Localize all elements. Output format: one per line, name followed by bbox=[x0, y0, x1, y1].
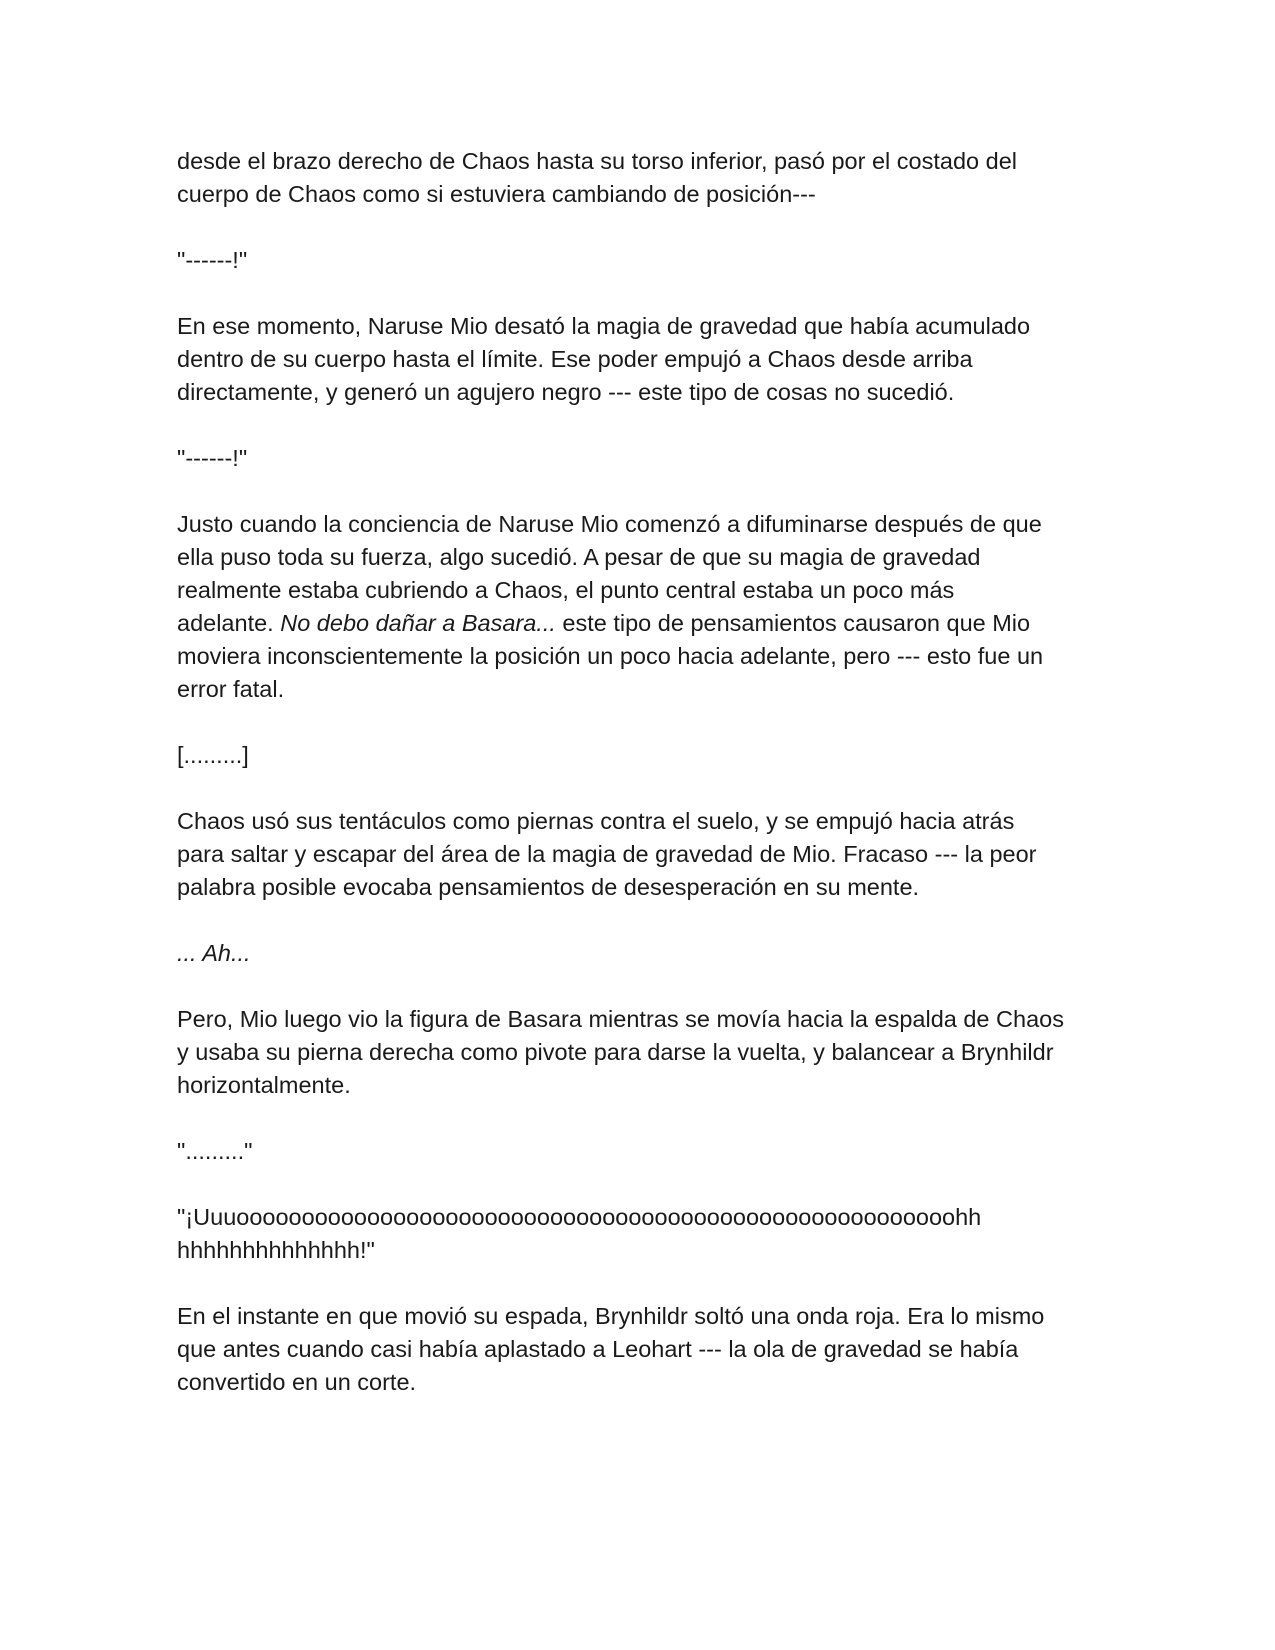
text-line: para saltar y escapar del área de la magia de gravedad de Mio. Fracaso --- la peor bbox=[177, 841, 1037, 867]
document-body bbox=[177, 145, 1107, 1432]
text-line: hhhhhhhhhhhhhh!" bbox=[177, 1237, 375, 1263]
paragraph-11 bbox=[177, 1201, 1107, 1267]
text-line: y usaba su pierna derecha como pivote para darse la vuelta, y balancear a Brynhildr bbox=[177, 1039, 1054, 1065]
text-line: Pero, Mio luego vio la figura de Basara mientras se movía hacia la espalda de Chaos bbox=[177, 1006, 1064, 1032]
paragraph-8 bbox=[177, 937, 1107, 970]
paragraph-7 bbox=[177, 805, 1107, 904]
text-segment: adelante. bbox=[177, 610, 281, 636]
paragraph-3 bbox=[177, 310, 1107, 409]
text-line: En ese momento, Naruse Mio desató la magia de gravedad que había acumulado bbox=[177, 313, 1031, 339]
text-line: horizontalmente. bbox=[177, 1072, 351, 1098]
paragraph-1 bbox=[177, 145, 1107, 211]
text-segment: este tipo de pensamientos causaron que Mio bbox=[555, 610, 1031, 636]
italic-thought: No debo dañar a Basara... bbox=[280, 610, 556, 636]
text-line: error fatal. bbox=[177, 676, 285, 702]
paragraph-12 bbox=[177, 1300, 1107, 1399]
text-line: cuerpo de Chaos como si estuviera cambiando de posición--- bbox=[177, 181, 816, 207]
paragraph-4 bbox=[177, 442, 1107, 475]
text-line-mixed bbox=[177, 607, 1107, 640]
paragraph-6 bbox=[177, 739, 1107, 772]
text-line: "¡Uuuooooooooooooooooooooooooooooooooooooooooooooooooooooooohh bbox=[177, 1204, 982, 1230]
paragraph-9 bbox=[177, 1003, 1107, 1102]
text-line: dentro de su cuerpo hasta el límite. Ese poder empujó a Chaos desde arriba bbox=[177, 346, 973, 372]
paragraph-10 bbox=[177, 1135, 1107, 1168]
text-line: ella puso toda su fuerza, algo sucedió. A pesar de que su magia de gravedad bbox=[177, 544, 981, 570]
text-line: moviera inconscientemente la posición un poco hacia adelante, pero --- esto fue un bbox=[177, 643, 1044, 669]
text-line: Chaos usó sus tentáculos como piernas contra el suelo, y se empujó hacia atrás bbox=[177, 808, 1015, 834]
italic-line: ... Ah... bbox=[177, 940, 251, 966]
text-line: convertido en un corte. bbox=[177, 1369, 417, 1395]
text-line: Justo cuando la conciencia de Naruse Mio comenzó a difuminarse después de que bbox=[177, 511, 1042, 537]
text-line: [.........] bbox=[177, 742, 249, 768]
text-line: "........." bbox=[177, 1138, 253, 1164]
text-line: "------!" bbox=[177, 445, 248, 471]
text-line: desde el brazo derecho de Chaos hasta su torso inferior, pasó por el costado del bbox=[177, 148, 1017, 174]
text-line: directamente, y generó un agujero negro --- este tipo de cosas no sucedió. bbox=[177, 379, 955, 405]
paragraph-2 bbox=[177, 244, 1107, 277]
text-line: En el instante en que movió su espada, Brynhildr soltó una onda roja. Era lo mismo bbox=[177, 1303, 1045, 1329]
text-line: realmente estaba cubriendo a Chaos, el punto central estaba un poco más bbox=[177, 577, 955, 603]
text-line: "------!" bbox=[177, 247, 248, 273]
text-line: palabra posible evocaba pensamientos de desesperación en su mente. bbox=[177, 874, 920, 900]
text-line: que antes cuando casi había aplastado a Leohart --- la ola de gravedad se había bbox=[177, 1336, 1019, 1362]
paragraph-5 bbox=[177, 508, 1107, 706]
